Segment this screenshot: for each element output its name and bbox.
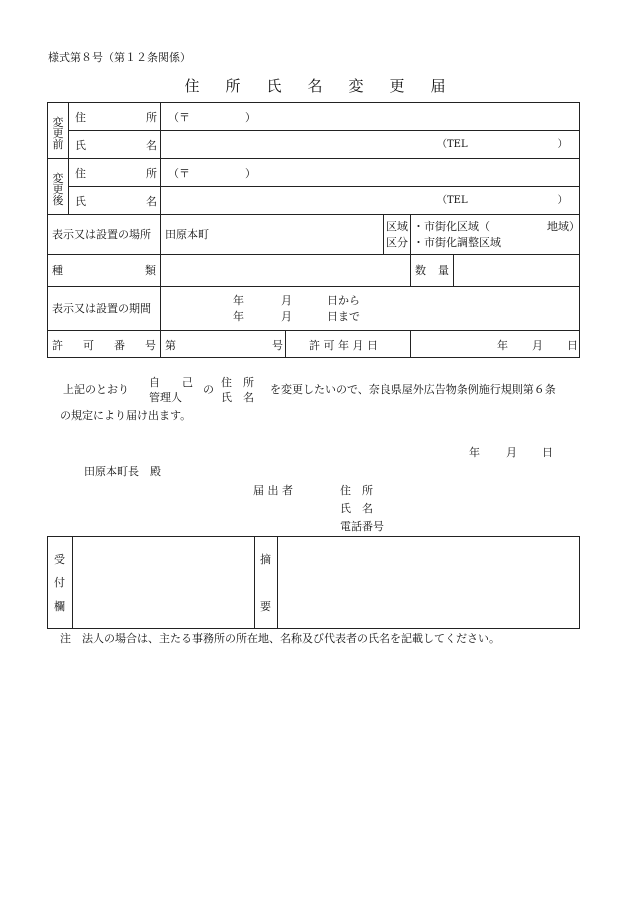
divider xyxy=(48,254,580,255)
divider xyxy=(68,103,69,214)
statement-option-self[interactable]: 自 己 xyxy=(149,376,193,389)
location-value[interactable]: 田原本町 xyxy=(165,228,209,241)
divider xyxy=(410,214,411,286)
title-char: 名 xyxy=(307,77,323,95)
period-from-day: 日から xyxy=(327,294,360,307)
statement-option-address[interactable]: 住 所 xyxy=(221,376,254,389)
divider xyxy=(410,330,411,358)
footnote: 注 法人の場合は、主たる事務所の所在地、名称及び代表者の氏名を記載してください。 xyxy=(60,632,500,645)
permit-date-label: 許 可 年 月 日 xyxy=(309,339,378,352)
after-tel-field[interactable]: （TEL ） xyxy=(437,195,568,206)
submit-day: 日 xyxy=(542,446,553,459)
period-from-month: 月 xyxy=(281,294,292,307)
permit-number-label: 許 可 番 号 xyxy=(52,339,156,352)
title-char: 更 xyxy=(389,77,405,95)
divider xyxy=(68,130,580,131)
divider xyxy=(277,537,278,629)
permit-date-month: 月 xyxy=(532,339,543,352)
period-to-month: 月 xyxy=(281,310,292,323)
period-to-year: 年 xyxy=(233,310,244,323)
zone-option-area-suffix: 地域） xyxy=(547,220,580,233)
statement-option-name[interactable]: 氏 名 xyxy=(221,391,254,404)
reception-label-char: 欄 xyxy=(54,600,65,613)
memo-label-char: 摘 xyxy=(260,553,271,566)
before-address-label: 住 所 xyxy=(75,111,157,124)
reception-label-char: 受 xyxy=(54,553,65,566)
divider xyxy=(48,158,580,159)
divider xyxy=(254,537,255,629)
statement-line2: の規定により届け出ます。 xyxy=(60,409,192,422)
statement-suffix: を変更したいので、奈良県屋外広告物条例施行規則第６条 xyxy=(270,383,556,396)
form-table xyxy=(47,102,580,358)
period-label: 表示又は設置の期間 xyxy=(52,302,151,315)
divider xyxy=(453,254,454,286)
applicant-label: 届 出 者 xyxy=(253,484,293,497)
after-label: 変 更 後 xyxy=(52,172,64,207)
before-address-field[interactable]: （〒 ） xyxy=(168,111,256,124)
divider xyxy=(72,537,73,629)
title-char: 所 xyxy=(225,77,241,95)
form-number: 様式第８号（第１２条関係） xyxy=(48,51,191,64)
divider xyxy=(48,214,580,215)
divider xyxy=(160,103,161,358)
divider xyxy=(285,330,286,358)
permit-date-year: 年 xyxy=(497,339,508,352)
quantity-label: 数 量 xyxy=(415,264,449,277)
divider xyxy=(48,286,580,287)
divider xyxy=(68,186,580,187)
reception-table xyxy=(47,536,580,629)
after-name-label: 氏 名 xyxy=(75,195,157,208)
before-tel-field[interactable]: （TEL ） xyxy=(437,139,568,150)
before-name-label: 氏 名 xyxy=(75,139,157,152)
after-address-field[interactable]: （〒 ） xyxy=(168,167,256,180)
divider xyxy=(383,214,384,254)
form-title xyxy=(0,79,630,94)
permit-dai: 第 xyxy=(165,339,176,352)
location-label: 表示又は設置の場所 xyxy=(52,228,151,241)
period-from-year: 年 xyxy=(233,294,244,307)
applicant-address-label: 住 所 xyxy=(340,484,373,497)
permit-date-day: 日 xyxy=(567,339,578,352)
title-char: 住 xyxy=(184,77,200,95)
applicant-phone-label: 電話番号 xyxy=(340,520,384,533)
statement-option-manager[interactable]: 管理人 xyxy=(149,391,182,404)
title-char: 氏 xyxy=(266,77,282,95)
after-address-label: 住 所 xyxy=(75,167,157,180)
submit-year: 年 xyxy=(469,446,480,459)
before-label: 変 更 前 xyxy=(52,116,64,151)
title-char: 変 xyxy=(348,77,364,95)
period-to-day: 日まで xyxy=(327,310,360,323)
zone-option-control[interactable]: ・市街化調整区域 xyxy=(413,236,501,249)
memo-label-char: 要 xyxy=(260,600,271,613)
statement-prefix: 上記のとおり xyxy=(63,383,129,396)
statement-no: の xyxy=(203,383,214,396)
zone-label: 区分 xyxy=(386,236,408,249)
zone-option-urbanization[interactable]: ・市街化区域（ xyxy=(413,220,490,233)
kind-label: 種 類 xyxy=(52,264,156,277)
divider xyxy=(48,330,580,331)
addressee: 田原本町長 殿 xyxy=(84,465,161,478)
zone-label: 区域 xyxy=(386,220,408,233)
title-char: 届 xyxy=(430,77,446,95)
submit-month: 月 xyxy=(506,446,517,459)
applicant-name-label: 氏 名 xyxy=(340,502,373,515)
reception-label-char: 付 xyxy=(54,576,65,589)
permit-go: 号 xyxy=(272,339,283,352)
